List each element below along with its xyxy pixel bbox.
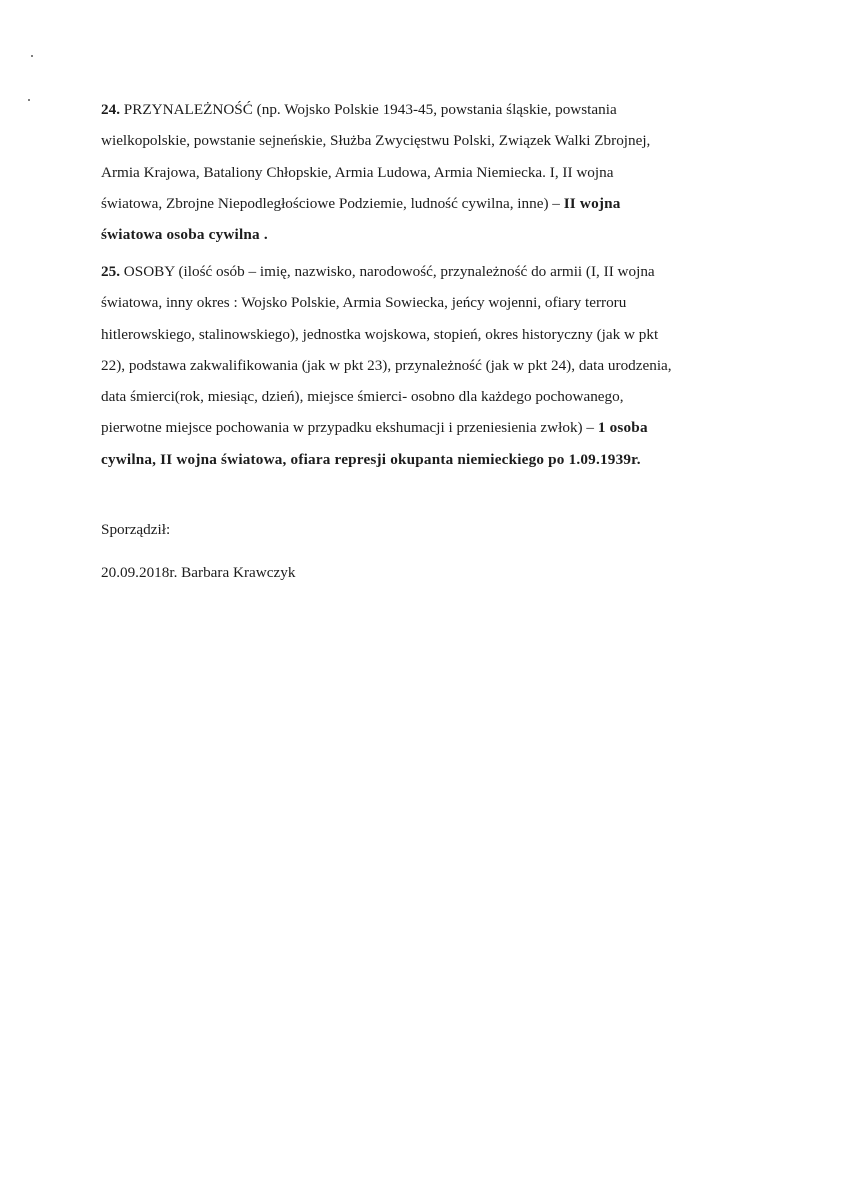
section-24-line-1: 24. PRZYNALEŻNOŚĆ (np. Wojsko Polskie 1943-45, powstania śląskie, powstania [101,101,617,118]
section-25-number: 25. [101,263,120,280]
section-24-answer-cont: światowa osoba cywilna . [101,226,268,244]
section-25-answer-cont: cywilna, II wojna światowa, ofiara represji okupanta niemieckiego po 1.09.1939r. [101,450,641,468]
section-24-line-2: wielkopolskie, powstanie sejneńskie, Służba Zwycięstwu Polski, Związek Walki Zbrojnej, [101,132,651,150]
section-25-line-7 [101,444,741,475]
section-24-line-4: światowa, Zbrojne Niepodległościowe Podziemie, ludność cywilna, inne) – II wojna [101,194,621,212]
section-24-answer: II wojna [563,194,621,212]
scan-speck [28,99,30,101]
scan-speck [31,55,33,57]
section-24-line-5 [101,219,741,250]
section-24-affiliation [101,94,741,250]
section-25-persons [101,256,741,475]
section-25-line-5: data śmierci(rok, miesiąc, dzień), miejsce śmierci- osobno dla każdego pochowanego, [101,388,624,406]
section-24-number: 24. [101,101,120,118]
section-25-line-4: 22), podstawa zakwalifikowania (jak w pkt 23), przynależność (jak w pkt 24), data urodzenia, [101,356,672,374]
section-25-line-3: hitlerowskiego, stalinowskiego), jednostka wojskowa, stopień, okres historyczny (jak w pkt [101,325,659,343]
section-25-line-2: światowa, inny okres : Wojsko Polskie, Armia Sowiecka, jeńcy wojenni, ofiary terroru [101,294,627,312]
section-25-answer: 1 osoba [597,419,648,437]
signature-date-name: 20.09.2018r. Barbara Krawczyk [101,564,296,581]
section-24-line-3: Armia Krajowa, Bataliony Chłopskie, Armia Ludowa, Armia Niemiecka. I, II wojna [101,163,614,181]
signature-label: Sporządził: [101,521,171,538]
section-25-line-1: 25. OSOBY (ilość osób – imię, nazwisko, narodowość, przynależność do armii (I, II wojna [101,263,655,280]
section-25-line-6: pierwotne miejsce pochowania w przypadku ekshumacji i przeniesienia zwłok) – 1 osoba [101,419,648,437]
